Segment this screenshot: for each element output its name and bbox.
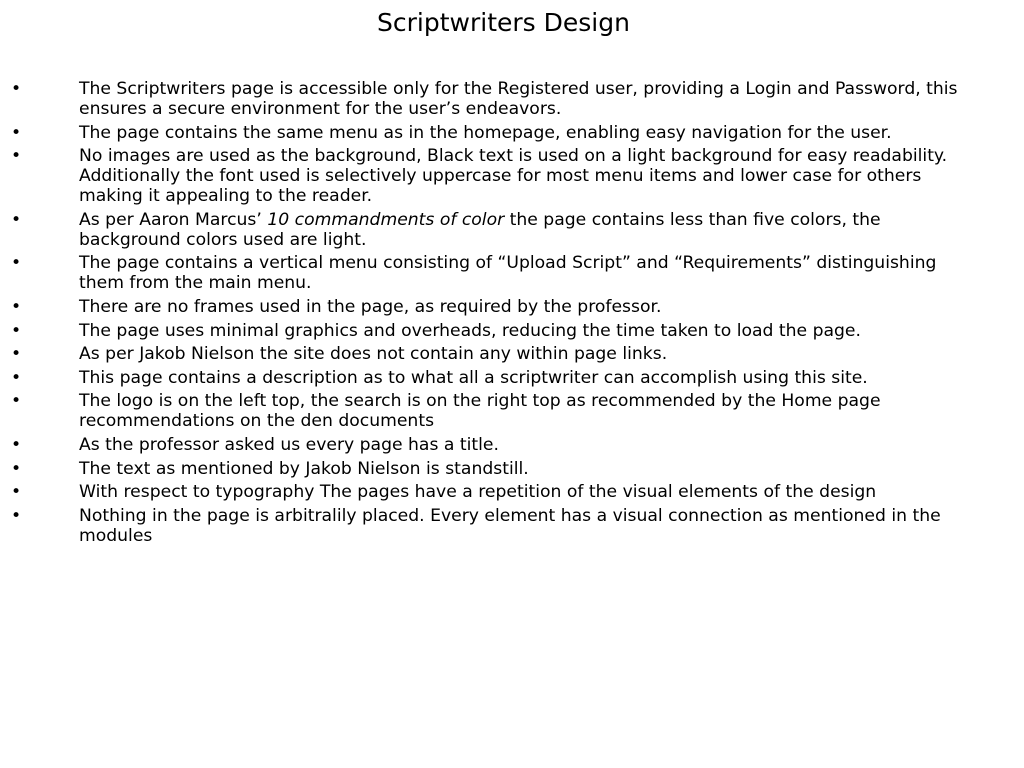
bullet-item-6 — [0, 297, 979, 317]
bullet-text: The page contains the same menu as in the homepage, enabling easy navigation for the user. — [79, 122, 892, 143]
bullet-item-11 — [0, 435, 979, 455]
bullet-text: The text as mentioned by Jakob Nielson is standstill. — [79, 458, 529, 479]
bullet-text: The Scriptwriters page is accessible only for the Registered user, providing a Login and Password, this ensures a secure environment for the user’s endeavors. — [79, 79, 958, 119]
bullet-text-before: As per Aaron Marcus’ — [79, 209, 268, 230]
bullet-item-9 — [0, 368, 979, 388]
bullet-text: The page contains a vertical menu consisting of “Upload Script” and “Requirements” distinguishing them from the main menu. — [79, 253, 937, 294]
bullet-text: This page contains a description as to what all a scriptwriter can accomplish using this site. — [79, 367, 868, 388]
bullet-item-4 — [0, 210, 979, 250]
bullet-list — [0, 79, 1000, 549]
bullet-text: There are no frames used in the page, as required by the professor. — [79, 296, 662, 317]
bullet-dot: • — [11, 482, 22, 503]
bullet-dot: • — [11, 253, 22, 274]
bullet-text-after: the page contains less than five colors, the background colors used are light. — [79, 209, 881, 250]
bullet-text: The page uses minimal graphics and overheads, reducing the time taken to load the page. — [79, 320, 861, 341]
bullet-text — [79, 210, 881, 250]
bullet-dot: • — [11, 434, 22, 455]
bullet-dot: • — [11, 320, 22, 341]
bullet-dot: • — [11, 296, 22, 317]
bullet-dot: • — [11, 344, 22, 365]
bullet-item-5 — [0, 253, 979, 293]
bullet-dot: • — [11, 79, 22, 99]
bullet-dot: • — [11, 122, 22, 143]
bullet-dot: • — [11, 146, 22, 167]
bullet-item-12 — [0, 459, 979, 479]
bullet-dot: • — [11, 391, 22, 412]
bullet-dot: • — [11, 367, 22, 388]
slide-title: Scriptwriters Design — [377, 8, 630, 37]
bullet-text-italic: 10 commandments of color — [267, 209, 505, 230]
bullet-text: The logo is on the left top, the search is on the right top as recommended by the Home page recommendations on the den documents — [79, 391, 881, 432]
bullet-item-10 — [0, 391, 979, 431]
bullet-dot: • — [11, 505, 22, 526]
bullet-text: No images are used as the background, Black text is used on a light background for easy readability. Additionally the font used is selectively uppercase for most menu items and lower case for others making it appealing to the reader. — [79, 146, 948, 207]
bullet-item-3 — [0, 146, 979, 206]
bullet-item-8 — [0, 344, 979, 364]
bullet-text: As the professor asked us every page has a title. — [79, 434, 499, 455]
bullet-dot: • — [11, 209, 22, 230]
bullet-dot: • — [11, 458, 22, 479]
bullet-item-1 — [0, 79, 979, 119]
bullet-item-14 — [0, 506, 979, 546]
bullet-text: Nothing in the page is arbitralily placed. Every element has a visual connection as mentioned in the modules — [79, 505, 941, 546]
bullet-item-7 — [0, 321, 979, 341]
bullet-text: With respect to typography The pages have a repetition of the visual elements of the design — [79, 482, 877, 503]
bullet-text: As per Jakob Nielson the site does not contain any within page links. — [79, 344, 668, 365]
bullet-item-2 — [0, 123, 979, 143]
bullet-item-13 — [0, 482, 979, 502]
